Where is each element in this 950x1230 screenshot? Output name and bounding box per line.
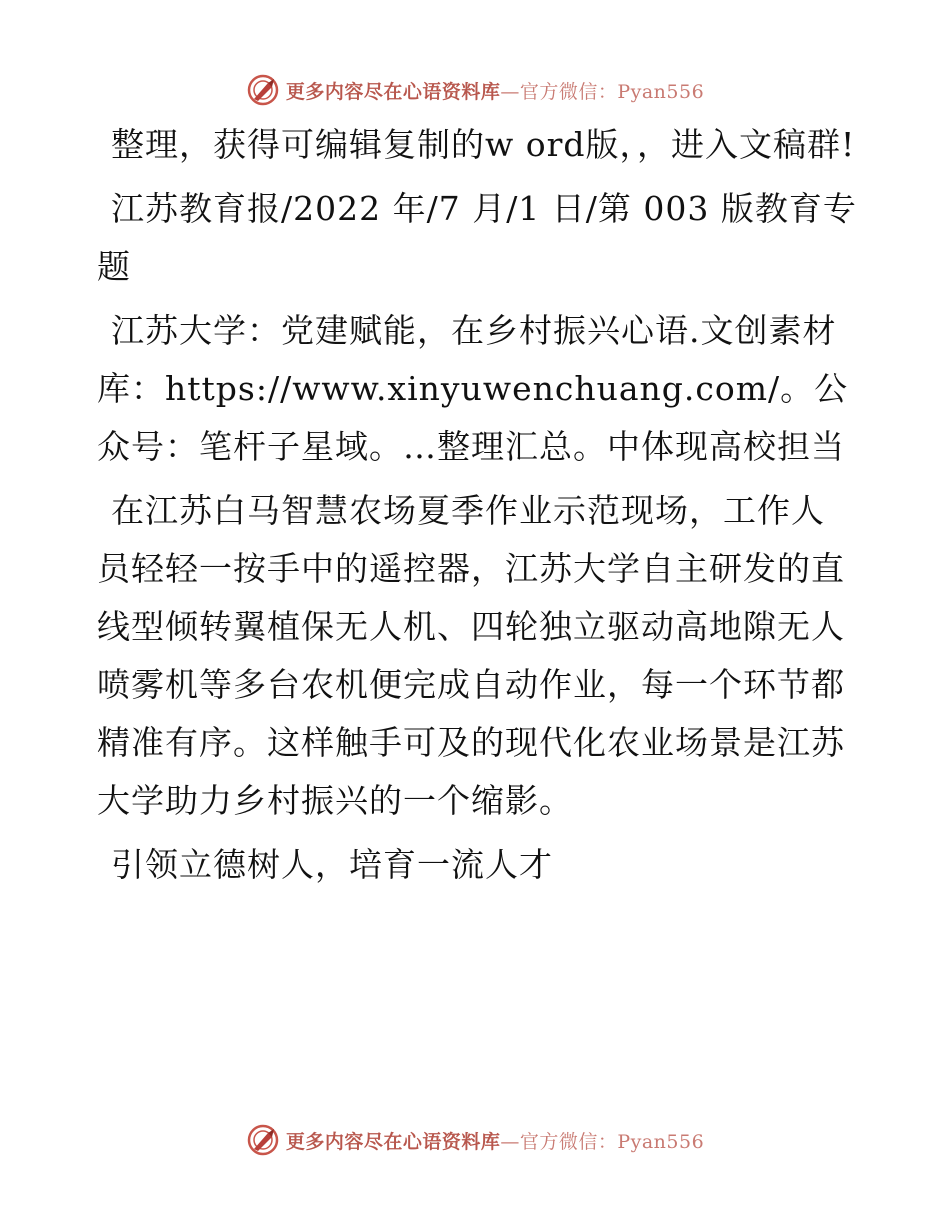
paragraph-article-title: 江苏大学：党建赋能，在乡村振兴心语.文创素材库：https://www.xinyuwenchuang.com/。公众号：笔杆子星域。…整理汇总。中体现高校担当 xyxy=(97,311,849,466)
footer-watermark-banner xyxy=(0,1120,950,1160)
paragraph-source-citation: 江苏教育报/2022 年/7 月/1 日/第 003 版教育专题 xyxy=(97,189,857,286)
pen-nib-logo-icon xyxy=(246,1123,280,1157)
document-body xyxy=(97,116,857,900)
paragraph-word-version-note: 整理，获得可编辑复制的w ord版，，进入文稿群! xyxy=(111,125,856,164)
paragraph-body-text: 在江苏白马智慧农场夏季作业示范现场，工作人员轻轻一按手中的遥控器，江苏大学自主研发的直线型倾转翼植保无人机、四轮独立驱动高地隙无人喷雾机等多台农机便完成自动作业，每一个环节都精准有序。这样触手可及的现代化农业场景是江苏大学助力乡村振兴的一个缩影。 xyxy=(97,491,845,820)
paragraph-section-heading: 引领立德树人，培育一流人才 xyxy=(111,845,553,884)
pen-nib-logo-icon xyxy=(246,73,280,107)
watermark-text: 更多内容尽在心语资料库—官方微信：Pyan556 xyxy=(285,80,705,103)
header-watermark-banner xyxy=(0,70,950,110)
watermark-text: 更多内容尽在心语资料库—官方微信：Pyan556 xyxy=(285,1130,705,1153)
